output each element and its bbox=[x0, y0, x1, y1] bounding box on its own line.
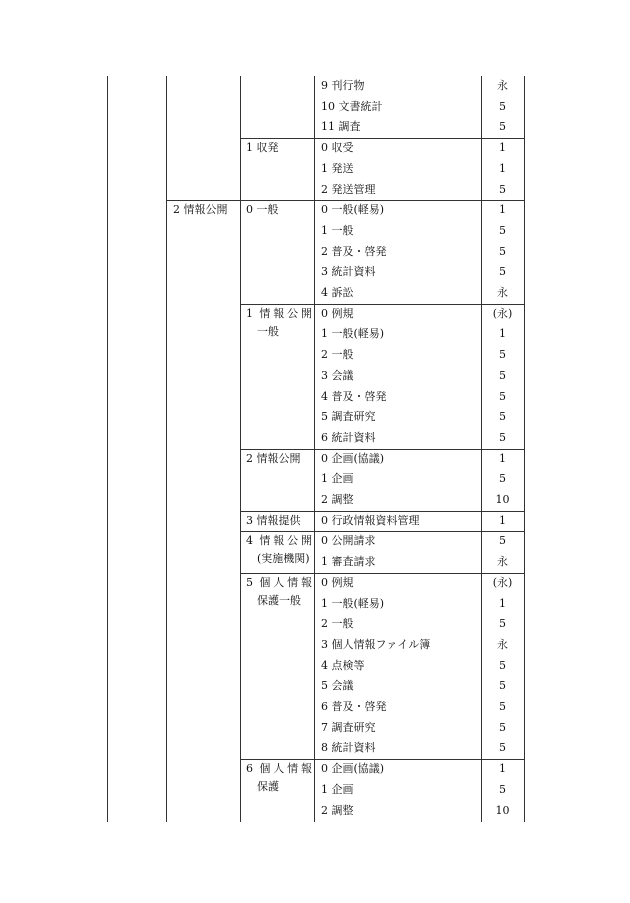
retention-period: 永 bbox=[497, 637, 508, 651]
retention-period: 5 bbox=[499, 430, 506, 444]
item-label: 8 統計資料 bbox=[321, 741, 376, 755]
item-label: 0 行政情報資料管理 bbox=[321, 513, 420, 527]
retention-period: 5 bbox=[499, 782, 506, 796]
column-rule bbox=[107, 76, 108, 822]
item-label: 0 企画(協議) bbox=[321, 762, 385, 776]
item-label: 2 一般 bbox=[321, 348, 354, 362]
item-label: 2 一般 bbox=[321, 617, 354, 631]
minor-category: 5 個人情報 bbox=[246, 575, 312, 589]
retention-period: 5 bbox=[499, 472, 506, 486]
retention-period: 1 bbox=[499, 327, 506, 341]
retention-period: 1 bbox=[499, 596, 506, 610]
item-label: 7 調査研究 bbox=[321, 720, 376, 734]
retention-period: 1 bbox=[499, 203, 506, 217]
mid-category: 2 情報公開 bbox=[173, 203, 228, 217]
retention-period: 5 bbox=[499, 244, 506, 258]
item-label: 0 収受 bbox=[321, 141, 354, 155]
item-label: 6 普及・啓発 bbox=[321, 700, 387, 713]
retention-period: 5 bbox=[499, 720, 506, 734]
retention-period: 1 bbox=[499, 451, 506, 465]
minor-category: 1 情報公開 bbox=[246, 306, 312, 320]
retention-period: 5 bbox=[499, 368, 506, 382]
retention-period: 1 bbox=[499, 141, 506, 155]
item-label: 1 一般(軽易) bbox=[321, 596, 385, 610]
item-label: 4 点検等 bbox=[321, 658, 365, 672]
item-label: 0 企画(協議) bbox=[321, 451, 385, 465]
retention-period: 5 bbox=[499, 410, 506, 424]
retention-period: 10 bbox=[495, 803, 510, 817]
item-label: 0 公開請求 bbox=[321, 534, 376, 548]
item-label: 0 例規 bbox=[321, 306, 354, 320]
retention-period: 永 bbox=[497, 79, 508, 92]
item-label: 2 発送管理 bbox=[321, 182, 376, 196]
minor-category-cont: 保護一般 bbox=[257, 593, 301, 607]
minor-category: 0 一般 bbox=[246, 203, 279, 217]
item-label: 2 普及・啓発 bbox=[321, 244, 387, 258]
retention-period: (永) bbox=[492, 306, 513, 320]
retention-period: 5 bbox=[499, 99, 506, 113]
retention-period: 5 bbox=[499, 658, 506, 672]
retention-period: 5 bbox=[499, 679, 506, 693]
minor-category: 4 情報公開 bbox=[246, 534, 312, 548]
retention-period: 1 bbox=[499, 161, 506, 175]
item-label: 3 統計資料 bbox=[321, 265, 376, 279]
item-label: 1 企画 bbox=[321, 782, 354, 796]
item-label: 1 一般(軽易) bbox=[321, 327, 385, 341]
retention-period: 5 bbox=[499, 348, 506, 362]
retention-period: 5 bbox=[499, 700, 506, 713]
minor-category: 1 収発 bbox=[246, 141, 279, 155]
item-label: 1 企画 bbox=[321, 472, 354, 486]
item-label: 0 一般(軽易) bbox=[321, 203, 385, 217]
retention-period: 5 bbox=[499, 265, 506, 279]
minor-category-cont: 一般 bbox=[257, 324, 279, 338]
retention-period: 5 bbox=[499, 120, 506, 134]
item-label: 4 訴訟 bbox=[321, 286, 354, 299]
item-label: 9 刊行物 bbox=[321, 79, 365, 92]
item-label: 3 個人情報ファイル簿 bbox=[321, 637, 431, 651]
retention-period: 10 bbox=[495, 493, 510, 506]
item-label: 11 調査 bbox=[321, 120, 361, 134]
item-label: 4 普及・啓発 bbox=[321, 389, 387, 403]
item-label: 2 調整 bbox=[321, 803, 354, 817]
retention-period: 5 bbox=[499, 182, 506, 196]
item-label: 6 統計資料 bbox=[321, 430, 376, 444]
minor-category: 2 情報公開 bbox=[246, 451, 301, 465]
column-rule bbox=[166, 76, 167, 822]
item-label: 5 調査研究 bbox=[321, 410, 376, 424]
retention-period: 永 bbox=[497, 555, 508, 569]
retention-period: 5 bbox=[499, 617, 506, 631]
item-label: 10 文書統計 bbox=[321, 99, 383, 113]
item-label: 5 会議 bbox=[321, 679, 354, 693]
retention-schedule-table bbox=[107, 76, 524, 822]
item-label: 3 会議 bbox=[321, 368, 354, 382]
minor-category-cont: 保護 bbox=[257, 780, 279, 794]
item-label: 1 一般 bbox=[321, 223, 354, 237]
minor-category: 3 情報提供 bbox=[246, 513, 301, 527]
minor-category-cont: (実施機関) bbox=[257, 552, 310, 566]
retention-period: 5 bbox=[499, 534, 506, 548]
minor-category: 6 個人情報 bbox=[246, 762, 312, 776]
retention-period: 永 bbox=[497, 286, 508, 299]
retention-period: 5 bbox=[499, 223, 506, 237]
item-label: 1 審査請求 bbox=[321, 555, 376, 569]
item-label: 0 例規 bbox=[321, 575, 354, 589]
retention-period: 1 bbox=[499, 762, 506, 776]
item-label: 2 調整 bbox=[321, 493, 354, 506]
item-label: 1 発送 bbox=[321, 161, 354, 175]
retention-period: 1 bbox=[499, 513, 506, 527]
retention-period: 5 bbox=[499, 741, 506, 755]
retention-period: 5 bbox=[499, 389, 506, 403]
retention-period: (永) bbox=[492, 575, 513, 589]
column-rule bbox=[524, 76, 525, 822]
